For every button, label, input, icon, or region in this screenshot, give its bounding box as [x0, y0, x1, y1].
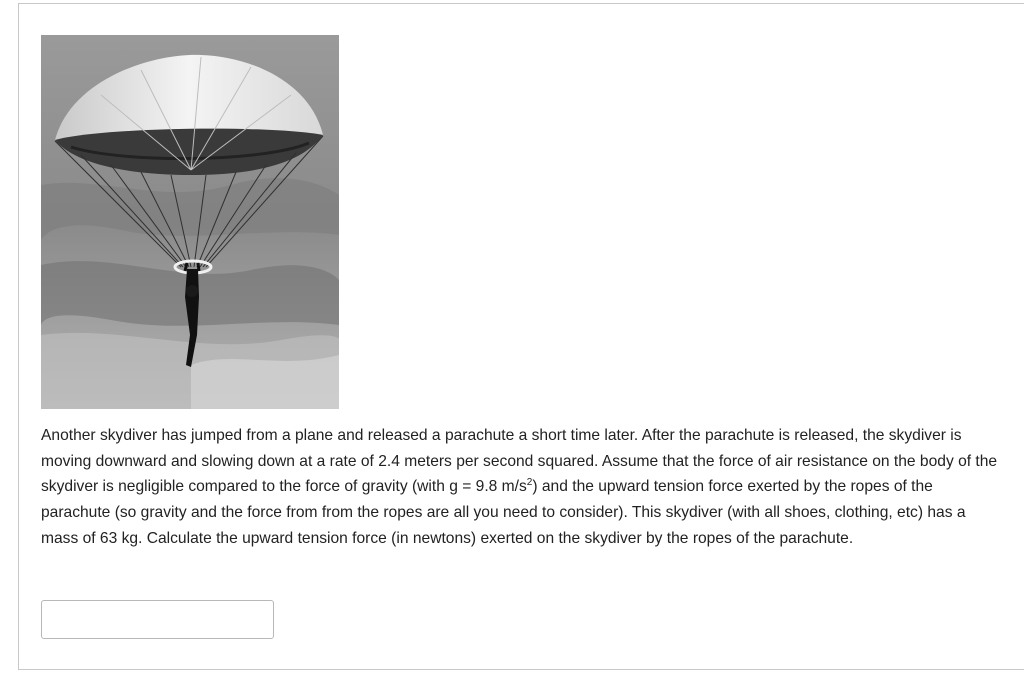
question-text — [41, 423, 1001, 552]
parachute-skydiver-image — [41, 35, 339, 409]
answer-input[interactable] — [41, 600, 274, 639]
question-card — [18, 3, 1024, 670]
superscript-exponent: 2 — [526, 477, 533, 489]
question-text-part2: ) and the upward tension force exerted by the ropes of the parachute (so gravity and the force from from the ropes are all you need to consider). This skydiver (with all shoes, clothing, etc) has a mass of 63 kg. Calculate the upward tension force (in newtons) exerted on the skydiver by the ropes of the parachute. — [41, 478, 966, 547]
parachute-skydiver-icon — [41, 35, 339, 409]
question-text-part1: Another skydiver has jumped from a plane and released a parachute a short time later. After the parachute is released, the skydiver is moving downward and slowing down at a rate of 2.4 meters per second squared. Assume that the force of air resistance on the body of the skydiver is negligible compared to the force of gravity (with g = 9.8 m/s — [41, 427, 998, 496]
